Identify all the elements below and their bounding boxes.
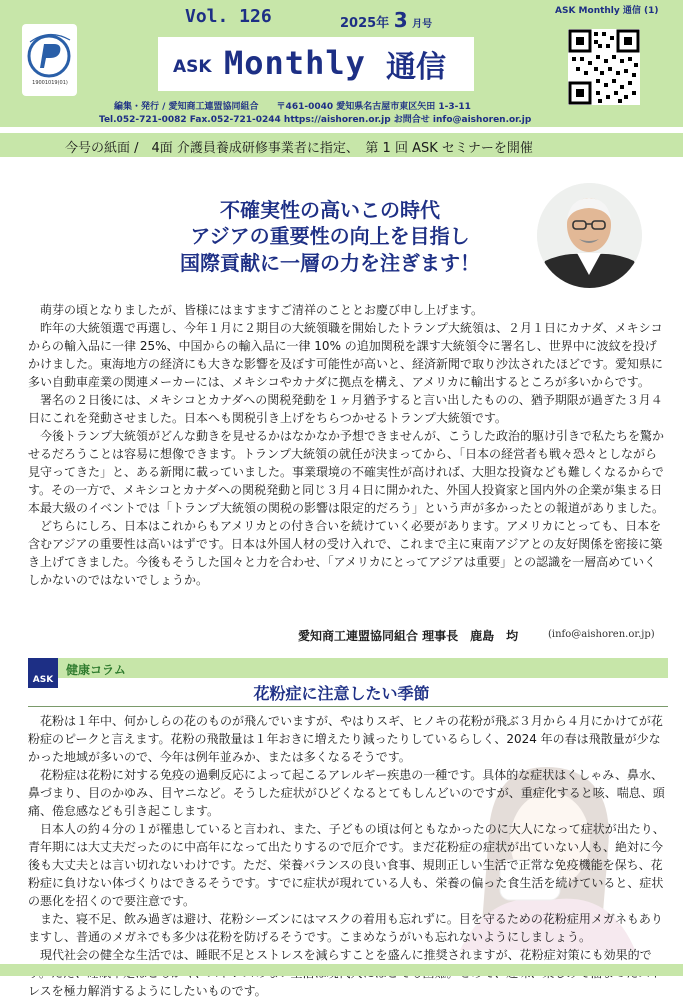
column-paragraph: 日本人の約４分の１が罹患していると言われ、また、子どもの頃は何ともなかったのに大人になって症状が出たり、青年期には大丈夫だったのに中高年になって出たりするので厄介です。まだ花粉症の症状が出ていない人も、絶対に今後も大丈夫とは言い切れないわけです。ただ、栄養バランスの良い食事、規則正しい生活で正常な免疫機能を保ち、花粉症に負けない体づくりはできるそうです。すでに症状が現れている人も、栄養の偏った食生活を続けていると、症状の悪化を招くので要注意です。 <box>28 822 665 908</box>
health-column-article <box>28 712 668 1000</box>
headline-line-2: アジアの重要性の向上を目指し <box>190 224 470 248</box>
feature-paragraph: 今後トランプ大統領がどんな動きを見せるかはなかなか予想できませんが、こうした政治的駆け引きで私たちを驚かせるだろうことは容易に想像できます。トランプ大統領の就任が決まってから、「日本の経営者も戦々恐々としながら見守ってきた」と、ある新聞に載っていました。事業環境の不確実性が高ければ、大胆な投資なども難しくなるからです。その一方で、メキシコとカナダへの関税発動と同じ３月４日に開かれた、外国人投資家と国内外の企業が集まる日本最大級のイベントでは「トランプ大統領の関税の影響は限定的だろう」という声が多かったとの報道がありました。 <box>28 429 665 515</box>
column-paragraph: 花粉症は花粉に対する免疫の過剰反応によって起こるアレルギー疾患の一種です。具体的な症状はくしゃみ、鼻水、鼻づまり、目のかゆみ、目ヤニなど。そうした症状がひどくなるとてもしんどいのですが、重症化すると咳、喘息、頭痛、倦怠感なども引き起こします。 <box>28 768 665 818</box>
signature-email[interactable]: (info@aishoren.or.jp) <box>548 629 655 640</box>
headline-line-1: 不確実性の高いこの時代 <box>220 198 440 222</box>
page-label: ASK Monthly 通信 (1) <box>555 6 659 16</box>
column-title: 花粉症に注意したい季節 <box>253 684 430 703</box>
privacy-mark-number: 19001019(01) <box>32 80 68 86</box>
toc-text: 今号の紙面 / 4面 介護員養成研修事業者に指定、 第 1 回 ASK セミナーを開催 <box>65 141 533 156</box>
issue-year: 2025年 <box>340 16 390 31</box>
issue-date <box>340 8 432 32</box>
feature-paragraph: 萌芽の頃となりましたが、皆様にはますますご清祥のこととお慶び申し上げます。 <box>40 303 484 317</box>
footer-bar <box>0 964 683 976</box>
column-label: 健康コラム <box>66 663 126 677</box>
issue-month: 3 <box>393 8 408 32</box>
ask-badge-text: ASK <box>32 675 54 685</box>
feature-article <box>28 301 668 589</box>
table-of-contents-bar <box>0 133 683 157</box>
chairman-portrait <box>537 183 642 288</box>
headline-line-3: 国際貢献に一層の力を注ぎます！ <box>180 251 480 275</box>
feature-paragraph: 署名の２日後には、メキシコとカナダへの関税発動を１ヶ月猶予すると言い出したものの、猶予期限が過ぎた３月４日にこれを発動させました。日本へも関税引き上げをちらつかせるトランプ大統領です。 <box>28 393 663 425</box>
publisher-line: 編集・発行 / 愛知商工連盟協同組合 〒461-0040 愛知県名古屋市東区矢田 1-3-11 <box>114 102 471 112</box>
contact-line: Tel.052-721-0082 Fax.052-721-0244 https://aishoren.or.jp お問合せ info@aishoren.or.jp <box>99 115 532 125</box>
column-divider <box>28 706 668 707</box>
feature-paragraph: どちらにしろ、日本はこれからもアメリカとの付き合いを続けていく必要があります。アメリカにとっても、日本を含むアジアの重要性は高いはずです。日本は外国人材の受け入れで、これまで主に東南アジアとの友好関係を密接に築き上げてきました。今後もそうした国々と力を合わせ、「アメリカにとってアジアは重要」との認識を一層高めていくしかないのではないでしょうか。 <box>28 519 663 587</box>
column-paragraph: また、寝不足、飲み過ぎは避け、花粉シーズンにはマスクの着用も忘れずに。目を守るための花粉症用メガネもありますし、普通のメガネでも多少は花粉を防げるそうです。こまめなうがいも忘れないようにしましょう。 <box>28 912 663 944</box>
volume-number: Vol. 126 <box>185 6 272 27</box>
column-paragraph: 花粉は１年中、何かしらの花のものが飛んでいますが、やはりスギ、ヒノキの花粉が飛ぶ３月から４月にかけてが花粉症のピークと言えます。花粉の飛散量は１年おきに増えたり減ったりしているらしく、2024 年の春は飛散量が少なかった地域が多いので、今年は例年並みか、または多くなるそうです。 <box>28 714 663 764</box>
signature: 愛知商工連盟協同組合 理事長 鹿島 均 <box>298 629 519 643</box>
feature-paragraph: 昨年の大統領選で再選し、今年１月に２期目の大統領職を開始したトランプ大統領は、２月１日にカナダ、メキシコからの輸入品に一律 25%、中国からの輸入品に一律 10% の追加関税を課す大統領令に署名し、世界中に波紋を投げかけました。東海地方の経済にも大きな影響を及ぼす可能性が高いと、経済新聞で取り沙汰されたほどです。愛知県に多い自動車産業の関連メーカーには、メキシコやカナダに拠点を構え、アメリカに輸出するところが多いからです。 <box>28 321 664 389</box>
issue-month-suffix: 月号 <box>412 19 433 30</box>
qr-code-icon[interactable] <box>568 29 640 105</box>
title-monthly: Monthly <box>224 44 366 82</box>
column-paragraph: 現代社会の健全な生活では、睡眠不足とストレスを減らすことを盛んに推奨されますが、花粉症対策にも効果的で レスを極力解消するようにしたいものです。 <box>28 948 652 998</box>
title-tsushin: 通信 <box>386 50 446 85</box>
title-ask: ASK <box>173 57 212 77</box>
